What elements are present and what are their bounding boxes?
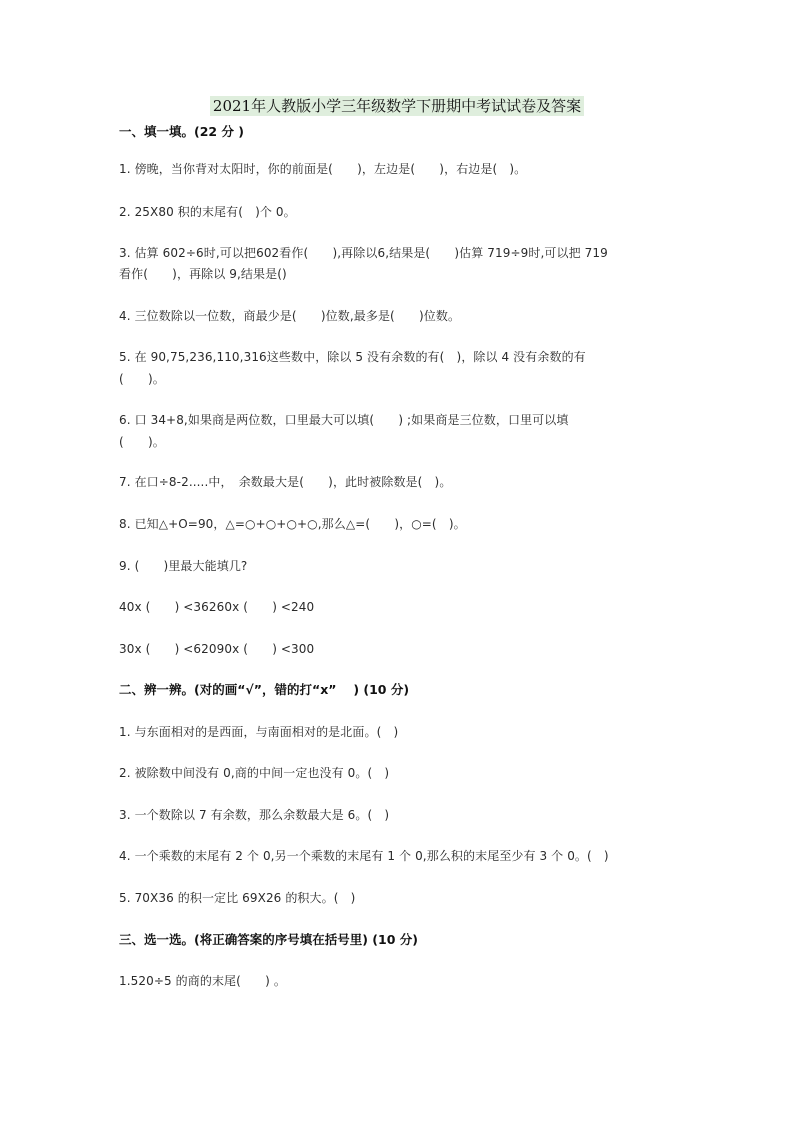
question-1-1: 1. 傍晚，当你背对太阳时，你的前面是( )，左边是( )，右边是( )。	[119, 162, 527, 176]
question-1-9-b: 30x ( ) <62090x ( ) <300	[119, 642, 315, 656]
question-3-1: 1.520÷5 的商的末尾( ) 。	[119, 974, 286, 988]
page-title: 2021年人教版小学三年级数学下册期中考试试卷及答案	[0, 95, 794, 116]
question-2-3: 3. 一个数除以 7 有余数，那么余数最大是 6。( )	[119, 808, 390, 822]
question-1-6-cont: ( )。	[119, 435, 165, 449]
question-2-4: 4. 一个乘数的末尾有 2 个 0,另一个乘数的末尾有 1 个 0,那么积的末尾至少有 3 个 0。( )	[119, 849, 609, 863]
question-1-2: 2. 25X80 积的末尾有( )个 0。	[119, 205, 296, 219]
question-1-5: 5. 在 90,75,236,110,316这些数中，除以 5 没有余数的有( )，除以 4 没有余数的有	[119, 350, 586, 364]
question-1-4: 4. 三位数除以一位数，商最少是( )位数,最多是( )位数。	[119, 309, 461, 323]
section-heading-choose: 三、选一选。(将正确答案的序号填在括号里) (10 分)	[119, 932, 418, 947]
question-1-6: 6. 口 34+8,如果商是两位数，口里最大可以填( ) ;如果商是三位数，口里可以填	[119, 413, 569, 427]
question-1-9: 9. ( )里最大能填几?	[119, 559, 248, 573]
question-2-1: 1. 与东面相对的是西面，与南面相对的是北面。( )	[119, 725, 399, 739]
question-1-9-a: 40x ( ) <36260x ( ) <240	[119, 600, 315, 614]
section-heading-judge: 二、辨一辨。(对的画“√”，错的打“x” ) (10 分)	[119, 682, 410, 697]
question-1-5-cont: ( )。	[119, 372, 165, 386]
question-2-5: 5. 70X36 的积一定比 69X26 的积大。( )	[119, 891, 356, 905]
question-1-3-cont: 看作( )，再除以 9,结果是()	[119, 267, 287, 281]
question-1-8: 8. 已知△+O=90，△=○+○+○+○,那么△=( )，○=( )。	[119, 517, 466, 531]
question-1-3: 3. 估算 602÷6时,可以把602看作( ),再除以6,结果是( )估算 719÷9时,可以把 719	[119, 246, 608, 260]
question-1-7: 7. 在口÷8-2.....中， 余数最大是( )，此时被除数是( )。	[119, 475, 452, 489]
question-2-2: 2. 被除数中间没有 0,商的中间一定也没有 0。( )	[119, 766, 390, 780]
section-heading-fill: 一、填一填。(22 分 )	[119, 124, 245, 139]
